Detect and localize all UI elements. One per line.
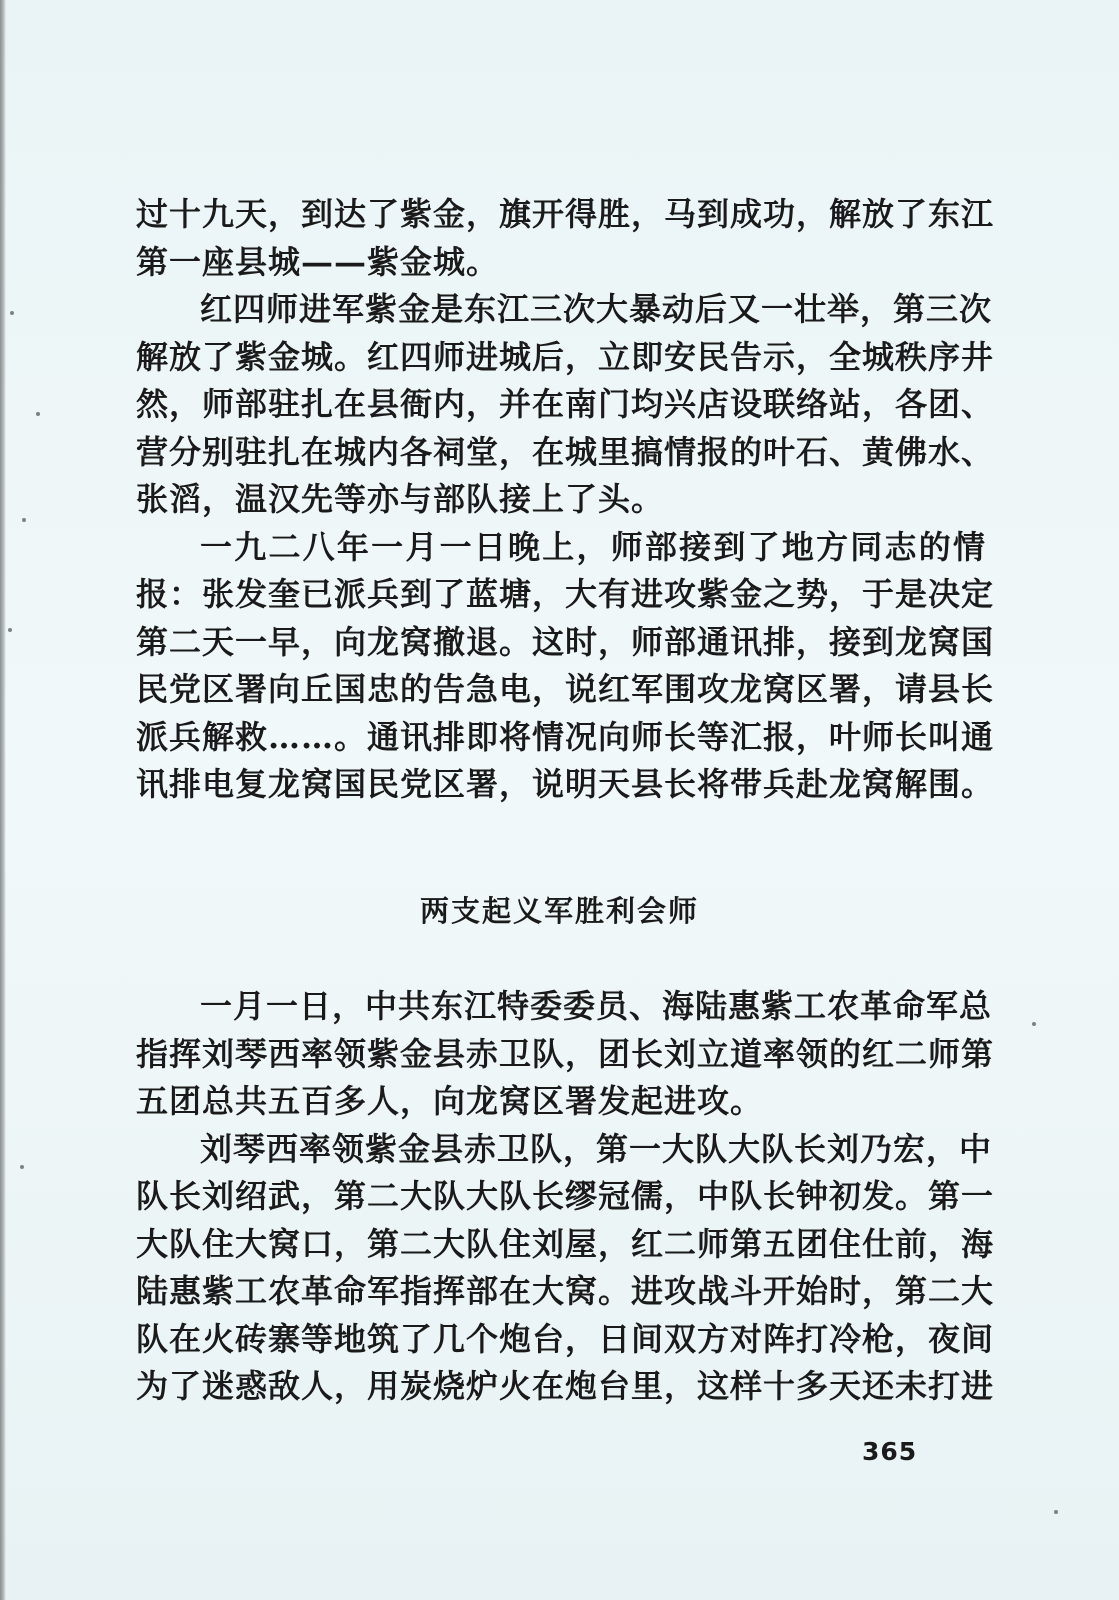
text-line: 解放了紫金城。红四师进城后，立即安民告示，全城秩序井 [136, 337, 995, 376]
binding-edge-shadow [0, 0, 6, 1600]
scan-speck [1054, 1510, 1058, 1514]
text-line: 五团总共五百多人，向龙窝区署发起进攻。 [136, 1082, 764, 1120]
text-line: 然，师部驻扎在县衙内，并在南门均兴店设联络站，各团、 [136, 385, 995, 423]
scan-speck [22, 518, 26, 522]
text-line: 讯排电复龙窝国民党区署，说明天县长将带兵赴龙窝解围。 [136, 765, 995, 803]
text-line: 队长刘绍武，第二大队大队长缪冠儒，中队长钟初发。第一 [136, 1177, 995, 1215]
text-line: 张滔，温汉先等亦与部队接上了头。 [136, 480, 665, 518]
section-heading: 两支起义军胜利会师 [419, 894, 699, 928]
paragraph-start-line: 红四师进军紫金是东江三次大暴动后又一壮举，第三次 [200, 290, 993, 328]
text-line: 队在火砖寨等地筑了几个炮台，日间双方对阵打冷枪，夜间 [136, 1319, 995, 1358]
text-line: 报：张发奎已派兵到了蓝塘，大有进攻紫金之势，于是决定 [136, 575, 995, 613]
paragraph-start-line: 一九二八年一月一日晚上，师部接到了地方同志的情 [200, 527, 986, 566]
body-text-section-1 [136, 191, 995, 809]
text-line: 营分别驻扎在城内各祠堂，在城里搞情报的叶石、黄佛水、 [136, 432, 995, 471]
scan-speck [10, 311, 14, 315]
scan-speck [1032, 1022, 1036, 1026]
paragraph-start-line: 刘琴西率领紫金县赤卫队，第一大队大队长刘乃宏，中 [200, 1129, 993, 1168]
paragraph-start-line: 一月一日，中共东江特委委员、海陆惠紫工农革命军总 [200, 987, 993, 1025]
text-line: 民党区署向丘国忠的告急电，说红军围攻龙窝区署，请县长 [136, 670, 995, 708]
scan-speck [36, 412, 40, 416]
text-line: 大队住大窝口，第二大队住刘屋，红二师第五团住仕前，海 [136, 1224, 995, 1263]
text-line: 派兵解救……。通讯排即将情况向师长等汇报，叶师长叫通 [136, 717, 995, 756]
text-line: 陆惠紫工农革命军指挥部在大窝。进攻战斗开始时，第二大 [136, 1272, 995, 1310]
text-line: 指挥刘琴西率领紫金县赤卫队，团长刘立道率领的红二师第 [136, 1034, 995, 1073]
text-line: 为了迷惑敌人，用炭烧炉火在炮台里，这样十多天还未打进 [136, 1367, 995, 1405]
scan-speck [20, 1165, 24, 1169]
text-line: 第二天一早，向龙窝撤退。这时，师部通讯排，接到龙窝国 [136, 622, 995, 661]
text-line: 过十九天，到达了紫金，旗开得胜，马到成功，解放了东江 [136, 195, 995, 233]
body-text-section-2 [136, 983, 995, 1411]
scan-speck [8, 628, 12, 632]
text-line: 第一座县城——紫金城。 [136, 242, 500, 281]
page-number: 365 [862, 1437, 918, 1466]
